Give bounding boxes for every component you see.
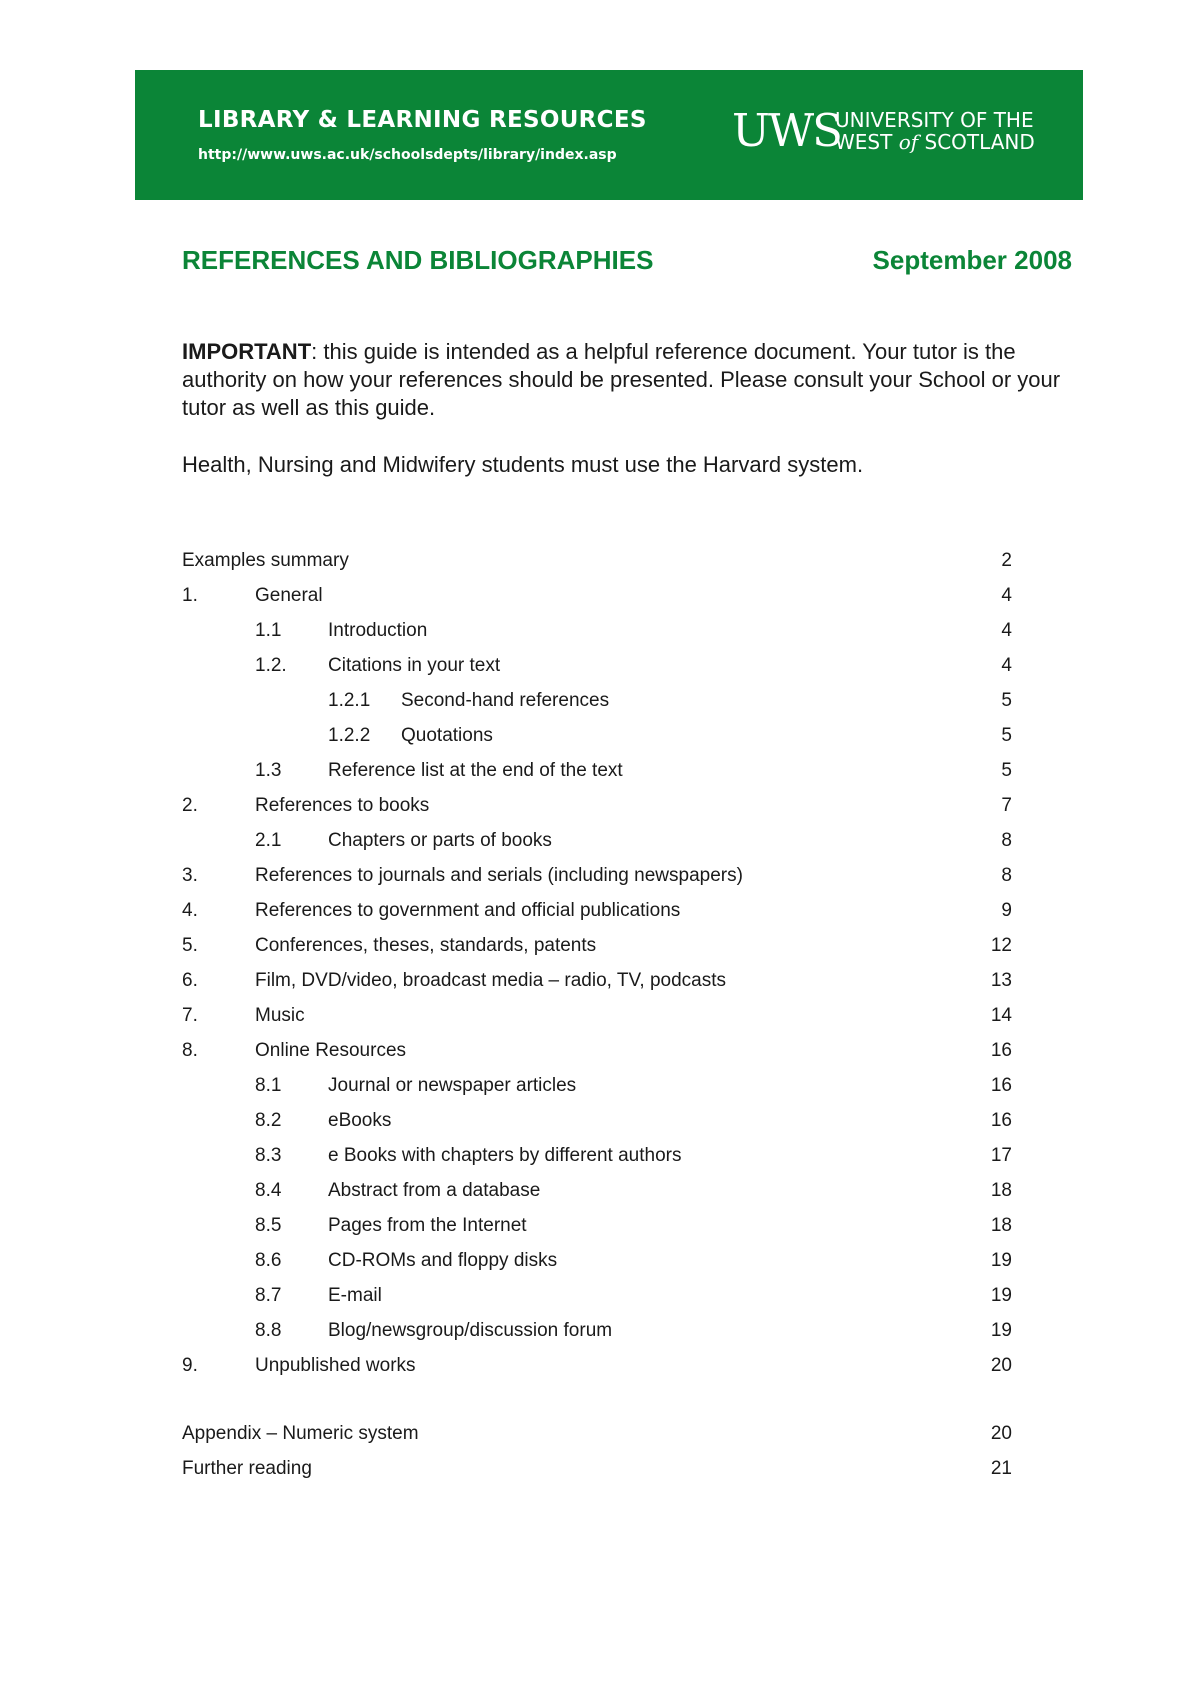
toc-entry[interactable]: 7. Music 14 (182, 1005, 1012, 1026)
toc-entry[interactable]: Appendix – Numeric system 20 (182, 1423, 1012, 1444)
toc-entry[interactable]: 8.3 e Books with chapters by different authors 17 (255, 1145, 1012, 1166)
toc-entry[interactable]: 8. Online Resources 16 (182, 1040, 1012, 1061)
toc-entry[interactable]: 8.2 eBooks 16 (255, 1110, 1012, 1131)
intro-paragraph (182, 338, 1072, 422)
toc-entry[interactable]: 4. References to government and official publications 9 (182, 900, 1012, 921)
toc-entry[interactable]: 6. Film, DVD/video, broadcast media – radio, TV, podcasts 13 (182, 970, 1012, 991)
toc-entry[interactable]: 1.2.2 Quotations 5 (328, 725, 1012, 746)
document-date: September 2008 (872, 245, 1072, 275)
toc-entry[interactable]: 1.3 Reference list at the end of the text 5 (255, 760, 1012, 781)
toc-entry[interactable]: 1.2. Citations in your text 4 (255, 655, 1012, 676)
logo-mark: UWS (732, 104, 842, 157)
toc-entry[interactable]: 8.4 Abstract from a database 18 (255, 1180, 1012, 1201)
logo-line-1: UNIVERSITY OF THE (835, 108, 1034, 132)
toc-entry[interactable]: Further reading 21 (182, 1458, 1012, 1479)
toc-entry[interactable]: 1.1 Introduction 4 (255, 620, 1012, 641)
toc-entry[interactable]: 8.6 CD-ROMs and floppy disks 19 (255, 1250, 1012, 1271)
toc-entry[interactable]: 5. Conferences, theses, standards, patents 12 (182, 935, 1012, 956)
toc-entry[interactable]: 8.7 E-mail 19 (255, 1285, 1012, 1306)
logo-line-2: WEST of SCOTLAND (835, 130, 1035, 154)
toc-entry[interactable]: 2. References to books 7 (182, 795, 1012, 816)
table-of-contents (182, 543, 1012, 1486)
toc-entry[interactable]: 1.2.1 Second-hand references 5 (328, 690, 1012, 711)
banner-url[interactable]: http://www.uws.ac.uk/schoolsdepts/library/index.asp (198, 147, 617, 163)
intro-text: : this guide is intended as a helpful reference document. Your tutor is the authority on how your references should be presented. Please consult your School or your tutor as well as this guide. (182, 339, 1061, 420)
toc-spacer (182, 1383, 1012, 1416)
harvard-note: Health, Nursing and Midwifery students must use the Harvard system. (182, 452, 864, 477)
header-banner (135, 70, 1083, 200)
toc-entry[interactable]: Examples summary 2 (182, 550, 1012, 571)
toc-entry[interactable]: 9. Unpublished works 20 (182, 1355, 1012, 1376)
toc-entry[interactable]: 1. General 4 (182, 585, 1012, 606)
banner-title: LIBRARY & LEARNING RESOURCES (198, 107, 647, 133)
toc-entry[interactable]: 8.5 Pages from the Internet 18 (255, 1215, 1012, 1236)
toc-entry[interactable]: 2.1 Chapters or parts of books 8 (255, 830, 1012, 851)
document-title: REFERENCES AND BIBLIOGRAPHIES (182, 245, 654, 275)
important-label: IMPORTANT (182, 339, 312, 364)
toc-entry[interactable]: 3. References to journals and serials (including newspapers) 8 (182, 865, 1012, 886)
toc-entry[interactable]: 8.8 Blog/newsgroup/discussion forum 19 (255, 1320, 1012, 1341)
toc-entry[interactable]: 8.1 Journal or newspaper articles 16 (255, 1075, 1012, 1096)
